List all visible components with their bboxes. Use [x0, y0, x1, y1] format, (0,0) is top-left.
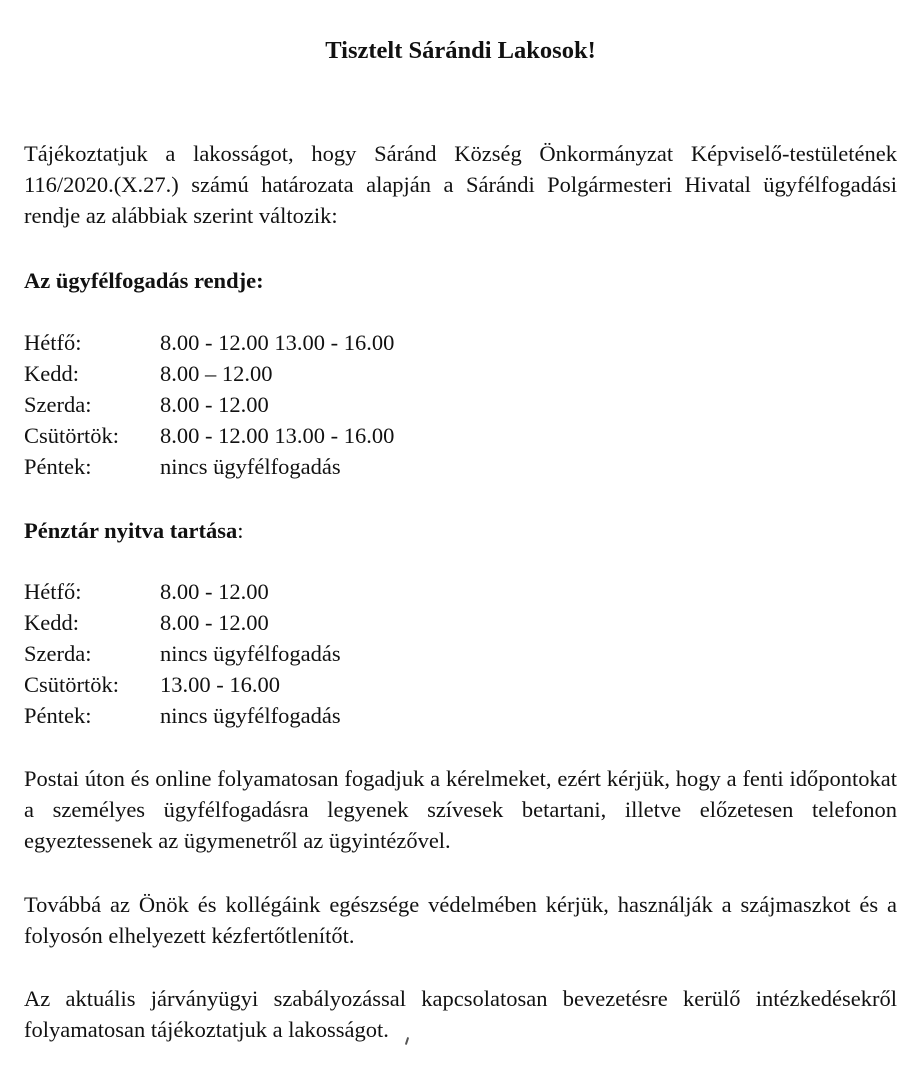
schedule-row [24, 420, 624, 451]
cashier-schedule [24, 576, 624, 731]
paragraph-postal: Postai úton és online folyamatosan fogadjuk a kérelmeket, ezért kérjük, hogy a fenti időpontokat a személyes ügyfélfogadásra legyenek szívesek betartani, illetve előzetesen telefonon egyeztessenek az ügymenetről az ügyintézővel. [24, 766, 897, 853]
schedule-hours: 8.00 - 12.00 13.00 - 16.00 [160, 330, 395, 355]
schedule-hours: nincs ügyfélfogadás [160, 641, 341, 666]
schedule-row [24, 451, 624, 482]
schedule-day: Szerda: [24, 641, 92, 666]
schedule-hours: 13.00 - 16.00 [160, 672, 280, 697]
schedule-row [24, 607, 624, 638]
cashier-heading [24, 515, 244, 546]
reception-heading-text: Az ügyfélfogadás rendje: [24, 268, 264, 293]
schedule-hours: 8.00 - 12.00 [160, 392, 269, 417]
paragraph-health: Továbbá az Önök és kollégáink egészsége védelmében kérjük, használják a szájmaszkot és a folyosón elhelyezett kézfertőtlenítőt. [24, 892, 897, 948]
schedule-row [24, 389, 624, 420]
schedule-row [24, 358, 624, 389]
schedule-day: Csütörtök: [24, 423, 120, 448]
schedule-day: Kedd: [24, 610, 79, 635]
schedule-hours: nincs ügyfélfogadás [160, 703, 341, 728]
schedule-row [24, 576, 624, 607]
schedule-day: Hétfő: [24, 330, 82, 355]
schedule-hours: 8.00 - 12.00 [160, 579, 269, 604]
cashier-heading-text: Pénztár nyitva tartása [24, 518, 238, 543]
schedule-day: Péntek: [24, 703, 92, 728]
schedule-hours: 8.00 - 12.00 13.00 - 16.00 [160, 423, 395, 448]
schedule-row [24, 638, 624, 669]
document-title: Tisztelt Sárándi Lakosok! [325, 37, 596, 64]
cashier-heading-colon: : [237, 518, 244, 543]
schedule-day: Péntek: [24, 454, 92, 479]
schedule-day: Hétfő: [24, 579, 82, 604]
schedule-day: Szerda: [24, 392, 92, 417]
schedule-row [24, 700, 624, 731]
paragraph-updates: Az aktuális járványügyi szabályozással kapcsolatosan bevezetésre kerülő intézkedésekről folyamatosan tájékoztatjuk a lakosságot. [24, 986, 897, 1042]
schedule-hours: 8.00 - 12.00 [160, 610, 269, 635]
intro-paragraph: Tájékoztatjuk a lakosságot, hogy Sáránd Község Önkormányzat Képviselő-testületének 116/2020.(X.27.) számú határozata alapján a Sárándi Polgármesteri Hivatal ügyfélfogadási rendje az alábbiak szerint változik: [24, 141, 897, 228]
schedule-row [24, 669, 624, 700]
reception-heading [24, 265, 264, 296]
reception-schedule [24, 327, 624, 482]
schedule-day: Kedd: [24, 361, 79, 386]
schedule-day: Csütörtök: [24, 672, 120, 697]
schedule-hours: 8.00 – 12.00 [160, 361, 273, 386]
schedule-hours: nincs ügyfélfogadás [160, 454, 341, 479]
schedule-row [24, 327, 624, 358]
